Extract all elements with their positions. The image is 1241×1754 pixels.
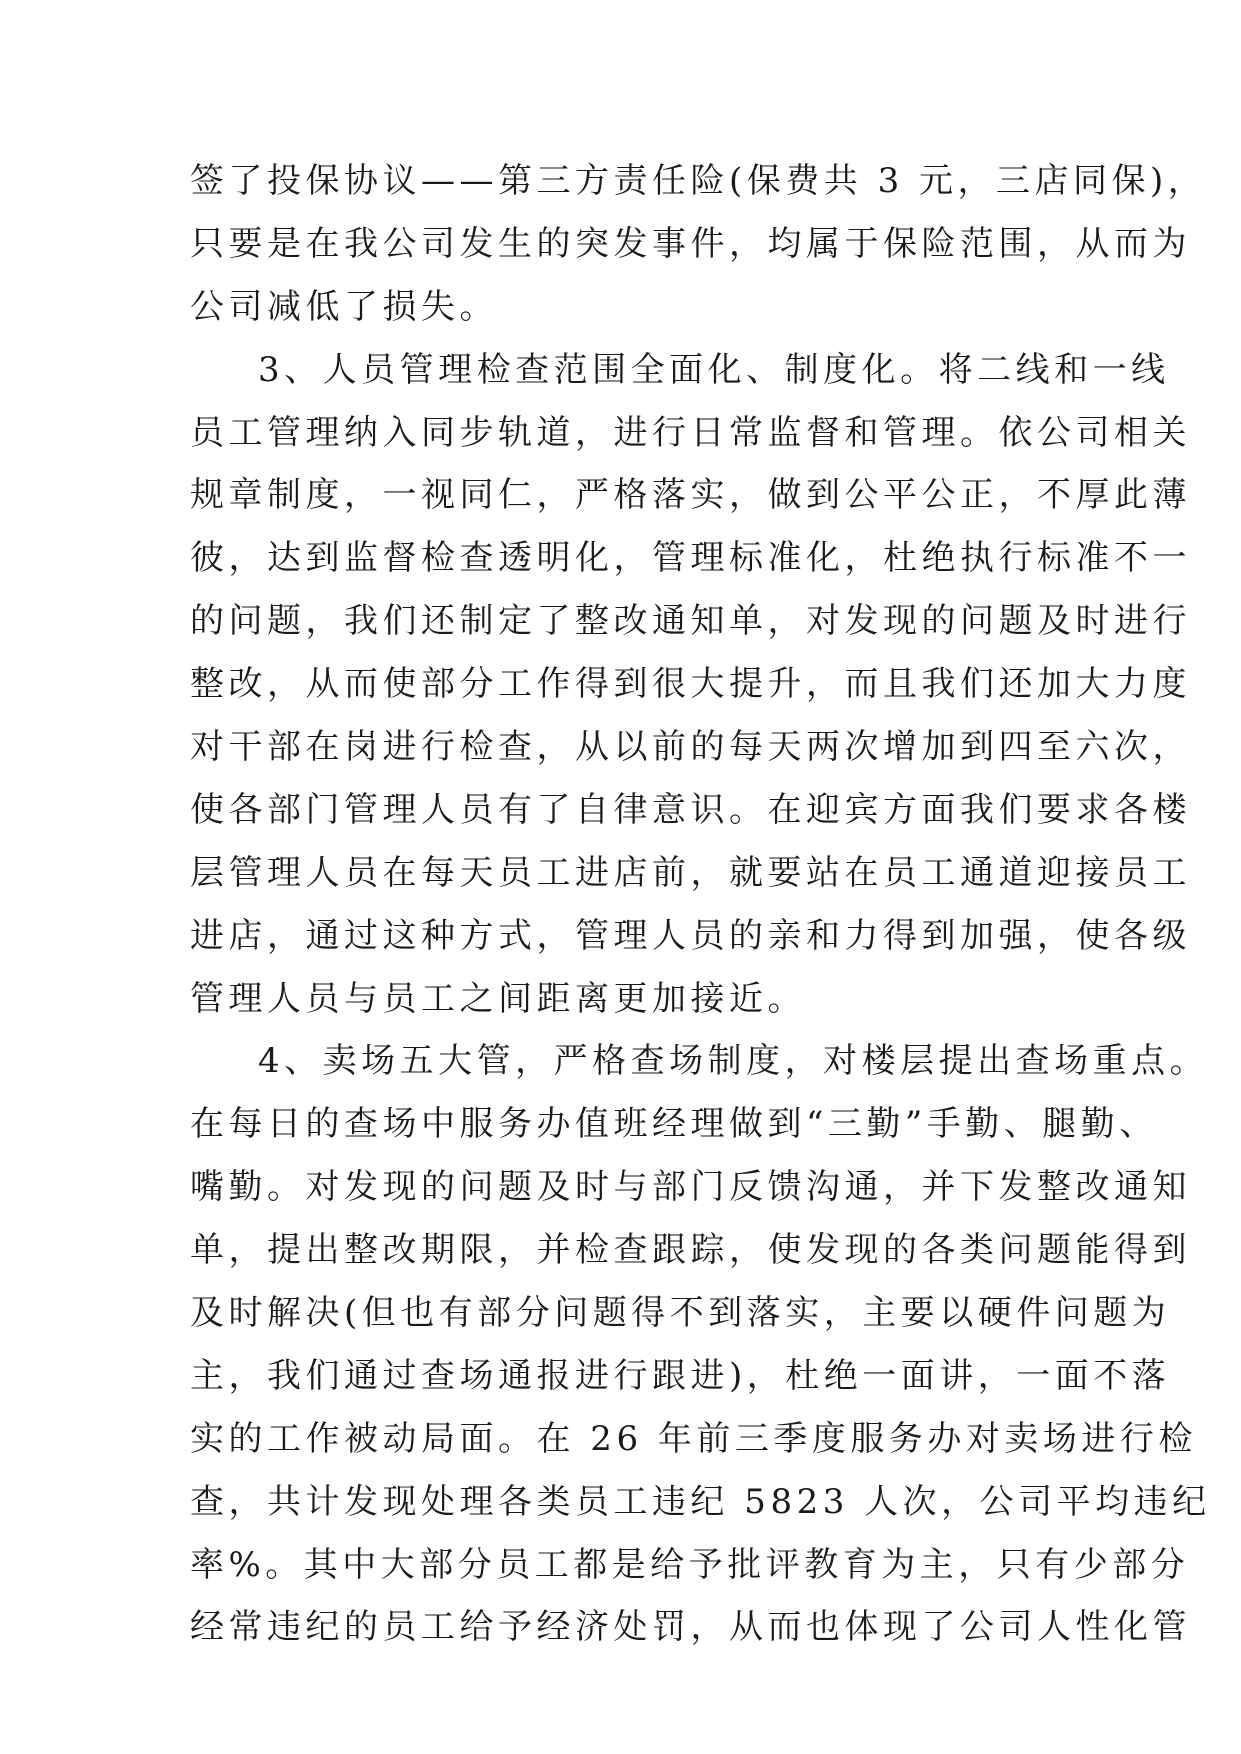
text-line: 只要是在我公司发生的突发事件，均属于保险范围，从而为: [190, 223, 1191, 264]
text-line: 规章制度，一视同仁，严格落实，做到公平公正，不厚此薄: [190, 475, 1191, 516]
text-line: 整改，从而使部分工作得到很大提升，而且我们还加大力度: [190, 664, 1191, 705]
text-line: 主，我们通过查场通报进行跟进)，杜绝一面讲，一面不落: [190, 1355, 1171, 1396]
text-line: 及时解决(但也有部分问题得不到落实，主要以硬件问题为: [190, 1293, 1171, 1334]
text-line: 率%。其中大部分员工都是给予批评教育为主，只有少部分: [190, 1544, 1190, 1585]
text-line: 使各部门管理人员有了自律意识。在迎宾方面我们要求各楼: [190, 789, 1191, 830]
text-line: 查，共计发现处理各类员工违纪 5823 人次，公司平均违纪: [190, 1481, 1211, 1522]
text-line: 管理人员与员工之间距离更加接近。: [190, 978, 806, 1019]
paragraph-3-start: 3、人员管理检查范围全面化、制度化。将二线和一线: [258, 349, 1170, 390]
text-line: 在每日的查场中服务办值班经理做到“三勤”手勤、腿勤、: [190, 1104, 1158, 1145]
text-line: 签了投保协议——第三方责任险(保费共 3 元，三店同保)，: [190, 161, 1207, 201]
text-line: 经常违纪的员工给予经济处罚，从而也体现了公司人性化管: [190, 1607, 1191, 1648]
text-line: 彼，达到监督检查透明化，管理标准化，杜绝执行标准不一: [190, 538, 1191, 579]
body-text: [190, 150, 1211, 1659]
paragraph-4-start: 4、卖场五大管，严格查场制度，对楼层提出查场重点。: [258, 1041, 1209, 1082]
text-line: 嘴勤。对发现的问题及时与部门反馈沟通，并下发整改通知: [190, 1167, 1191, 1208]
text-line: 对干部在岗进行检查，从以前的每天两次增加到四至六次，: [190, 727, 1191, 768]
text-line: 实的工作被动局面。在 26 年前三季度服务办对卖场进行检: [190, 1418, 1197, 1459]
text-line: 员工管理纳入同步轨道，进行日常监督和管理。依公司相关: [190, 412, 1191, 453]
text-line: 公司减低了损失。: [190, 286, 498, 327]
text-line: 进店，通过这种方式，管理人员的亲和力得到加强，使各级: [190, 915, 1191, 956]
text-line: 单，提出整改期限，并检查跟踪，使发现的各类问题能得到: [190, 1230, 1191, 1271]
text-line: 的问题，我们还制定了整改通知单，对发现的问题及时进行: [190, 601, 1191, 642]
text-line: 层管理人员在每天员工进店前，就要站在员工通道迎接员工: [190, 852, 1191, 893]
